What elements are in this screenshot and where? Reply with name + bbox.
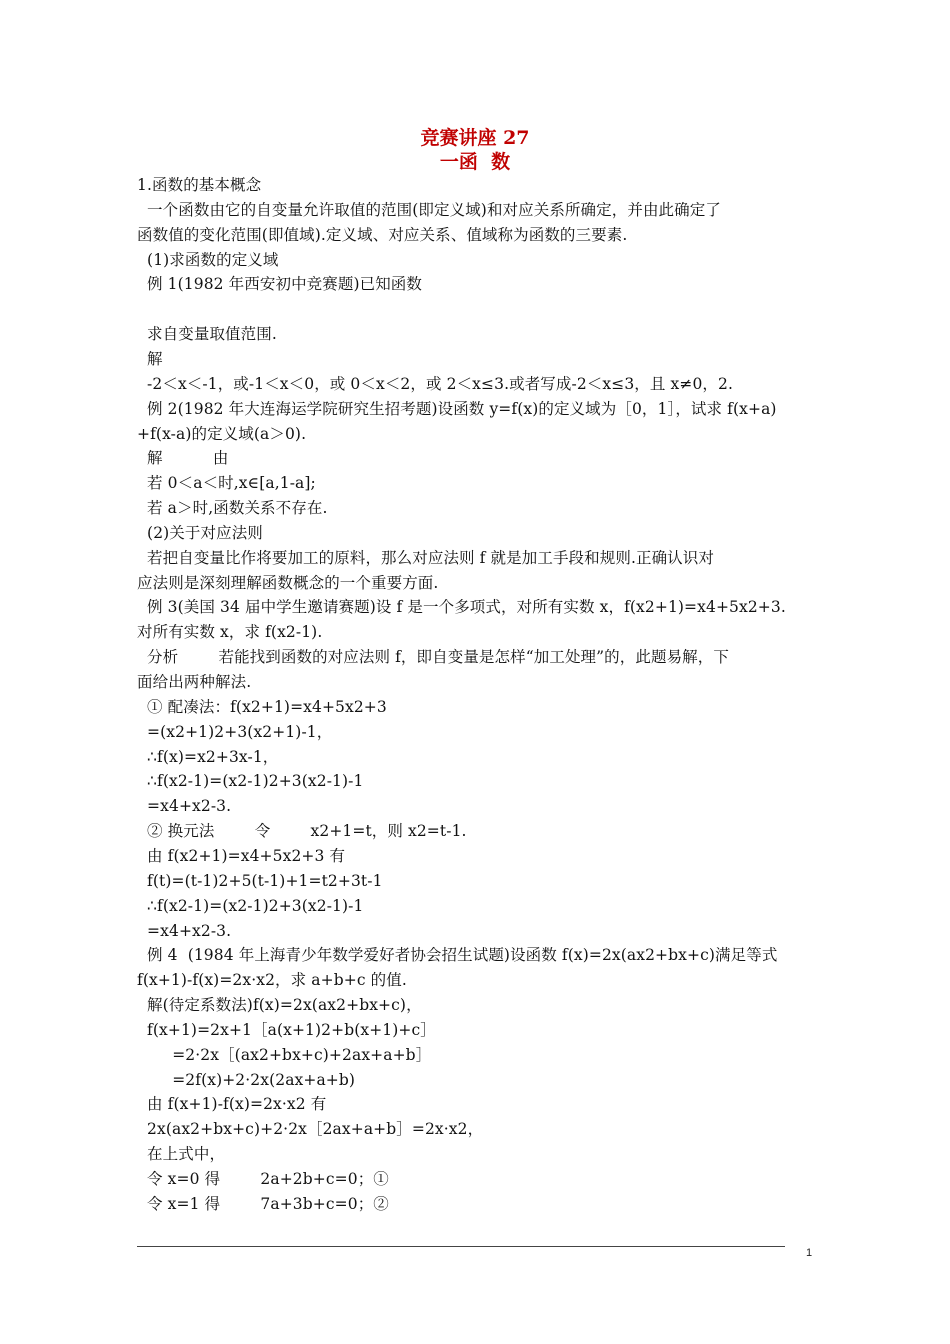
text-line: 例 2(1982 年大连海运学院研究生招考题)设函数 y=f(x)的定义域为［0，1］，试求 f(x+a) (137, 400, 777, 418)
text-line: 分析 若能找到函数的对应法则 f，即自变量是怎样“加工处理”的，此题易解，下 (137, 648, 729, 666)
text-line: =x4+x2-3. (137, 922, 232, 940)
page-subtitle: 一函 数 (439, 151, 511, 173)
text-line: 若 0＜a＜时,x∈[a,1-a]; (137, 474, 316, 492)
text-line: =2f(x)+2·2x(2ax+a+b) (137, 1071, 356, 1089)
page-title: 竞赛讲座 27 (420, 127, 530, 149)
text-line: ∴f(x2-1)=(x2-1)2+3(x2-1)-1 (137, 897, 364, 915)
text-line: -2＜x＜-1，或-1＜x＜0，或 0＜x＜2，或 2＜x≤3.或者写成-2＜x≤3，且 x≠0，2. (137, 375, 733, 393)
text-line: 解(待定系数法)f(x)=2x(ax2+bx+c)， (137, 996, 422, 1014)
text-line: ② 换元法 令 x2+1=t，则 x2=t-1. (137, 822, 467, 840)
footer-divider (137, 1246, 785, 1247)
text-line: 例 4 (1984 年上海青少年数学爱好者协会招生试题)设函数 f(x)=2x(ax2+bx+c)满足等式 (137, 946, 778, 964)
text-line: 若 a＞时,函数关系不存在. (137, 499, 328, 517)
page-number: 1 (806, 1247, 813, 1259)
text-line: f(t)=(t-1)2+5(t-1)+1=t2+3t-1 (137, 872, 383, 890)
text-line: 由 f(x2+1)=x4+5x2+3 有 (137, 847, 346, 865)
text-line: f(x+1)=2x+1［a(x+1)2+b(x+1)+c］ (137, 1021, 436, 1039)
text-line: (1)求函数的定义域 (137, 251, 279, 269)
text-line: 函数值的变化范围(即值域).定义域、对应关系、值域称为函数的三要素. (137, 226, 628, 244)
text-line: ① 配凑法：f(x2+1)=x4+5x2+3 (137, 698, 387, 716)
text-line: ∴f(x)=x2+3x-1， (137, 748, 279, 766)
text-line: +f(x-a)的定义域(a＞0). (137, 425, 307, 443)
text-line: ∴f(x2-1)=(x2-1)2+3(x2-1)-1 (137, 772, 364, 790)
text-line: 一个函数由它的自变量允许取值的范围(即定义域)和对应关系所确定，并由此确定了 (137, 201, 721, 219)
text-line: 应法则是深刻理解函数概念的一个重要方面. (137, 574, 439, 592)
text-line: 解 (137, 350, 163, 368)
text-line: 若把自变量比作将要加工的原料，那么对应法则 f 就是加工手段和规则.正确认识对 (137, 549, 714, 567)
text-line: =2·2x［(ax2+bx+c)+2ax+a+b］ (137, 1046, 432, 1064)
text-line: 由 f(x+1)-f(x)=2x·x2 有 (137, 1095, 327, 1113)
text-line: 求自变量取值范围. (137, 325, 277, 343)
text-line: f(x+1)-f(x)=2x·x2，求 a+b+c 的值. (137, 971, 407, 989)
text-line: 例 1(1982 年西安初中竞赛题)已知函数 (137, 275, 423, 293)
text-line: (2)关于对应法则 (137, 524, 263, 542)
text-line: =x4+x2-3. (137, 797, 232, 815)
text-line: 1.函数的基本概念 (137, 176, 262, 194)
text-line: 例 3(美国 34 届中学生邀请赛题)设 f 是一个多项式，对所有实数 x，f(x2+1)=x4+5x2+3. (137, 598, 786, 616)
text-line: 在上式中， (137, 1145, 226, 1163)
text-line: 对所有实数 x，求 f(x2-1). (137, 623, 323, 641)
text-line: 2x(ax2+bx+c)+2·2x［2ax+a+b］=2x·x2， (137, 1120, 484, 1138)
text-line: 面给出两种解法. (137, 673, 252, 691)
text-line: 令 x=0 得 2a+2b+c=0；① (137, 1170, 389, 1188)
text-line: 令 x=1 得 7a+3b+c=0；② (137, 1195, 389, 1213)
text-line: =(x2+1)2+3(x2+1)-1， (137, 723, 333, 741)
text-line: 解 由 (137, 449, 229, 467)
